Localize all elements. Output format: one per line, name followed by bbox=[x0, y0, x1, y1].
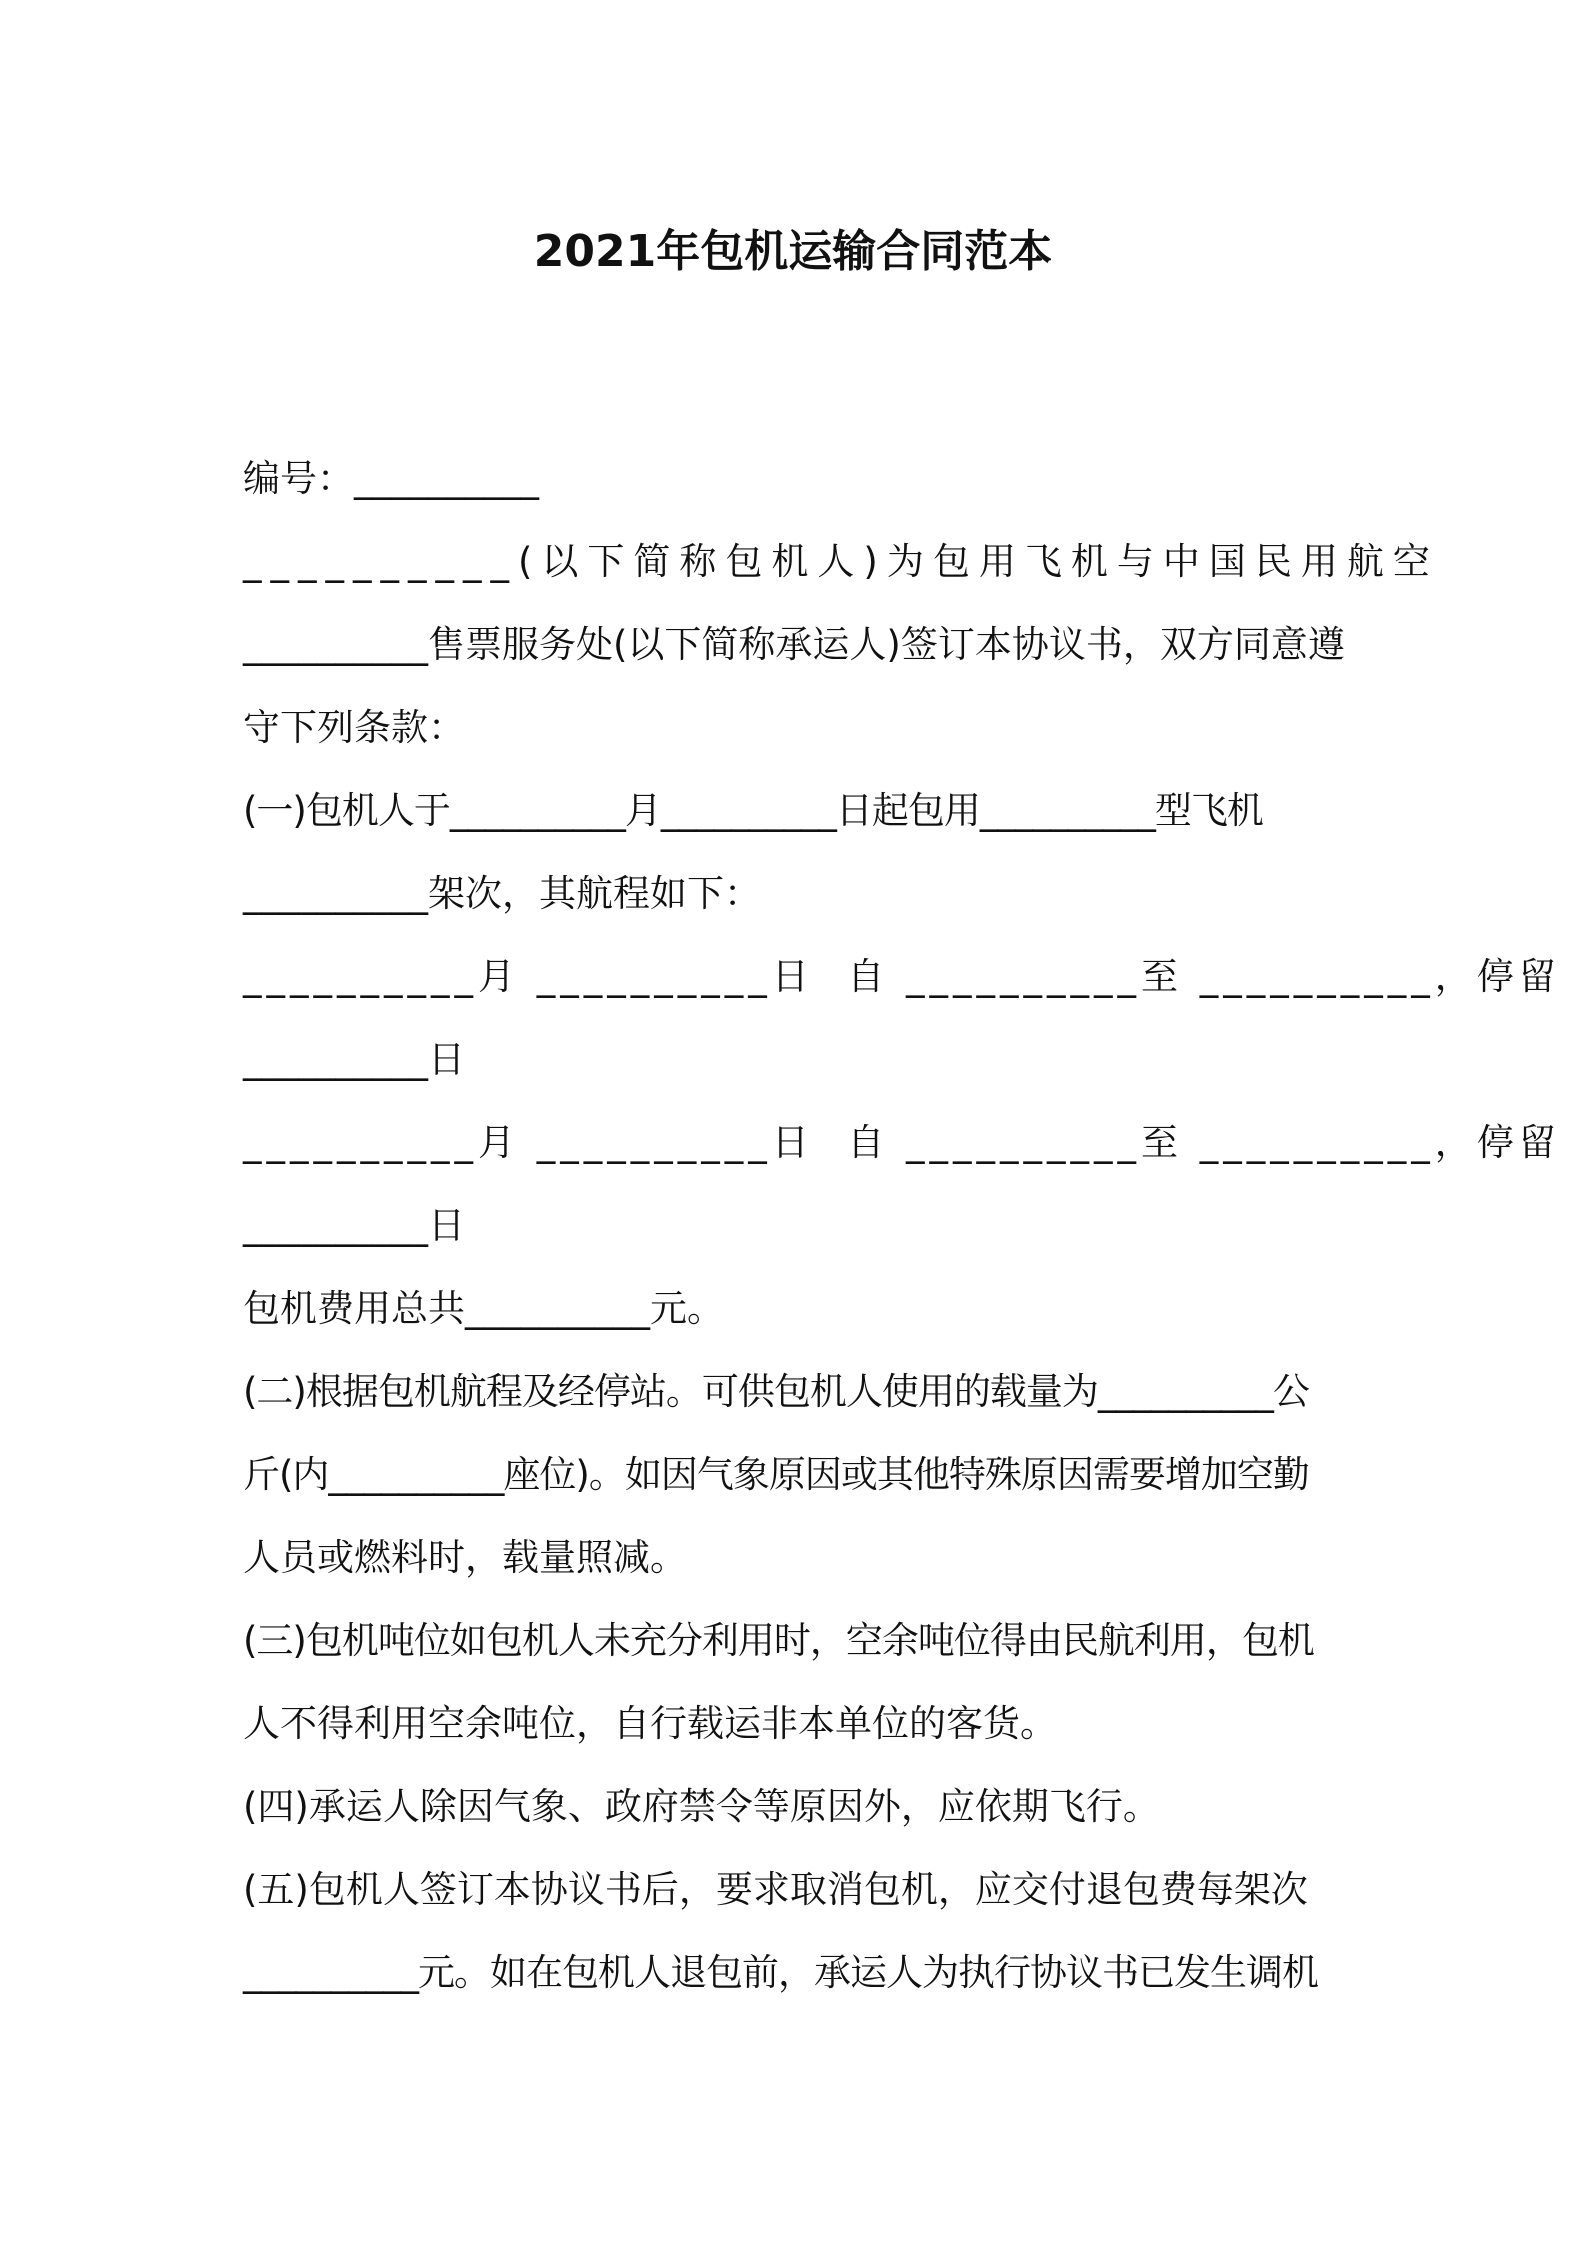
clause-3-line: 人不得利用空余吨位，自行载运非本单位的客货。 bbox=[243, 1702, 1057, 1745]
clause-2-line: (二)根据包机航程及经停站。可供包机人使用的载量为__________公 bbox=[243, 1370, 1309, 1413]
clause-5-line: (五)包机人签订本协议书后，要求取消包机，应交付退包费每架次 bbox=[243, 1868, 1308, 1911]
route-line: __________日 bbox=[243, 1038, 465, 1081]
paragraph-line: 守下列条款： bbox=[243, 706, 465, 749]
contract-number-line: 编号：__________ bbox=[243, 457, 539, 500]
paragraph-line: __________售票服务处(以下简称承运人)签订本协议书，双方同意遵 bbox=[243, 623, 1345, 666]
clause-1-line: __________架次，其航程如下： bbox=[243, 872, 761, 915]
charter-fee-line: 包机费用总共__________元。 bbox=[243, 1287, 724, 1330]
clause-5-line: __________元。如在包机人退包前，承运人为执行协议书已发生调机 bbox=[243, 1951, 1318, 1994]
clause-4-line: (四)承运人除因气象、政府禁令等原因外，应依期飞行。 bbox=[243, 1785, 1160, 1828]
route-line: __________月 __________日 自 __________至 __________，停留 bbox=[243, 955, 1561, 998]
clause-2-line: 斤(内__________座位)。如因气象原因或其他特殊原因需要增加空勤 bbox=[243, 1453, 1309, 1496]
clause-2-line: 人员或燃料时，载量照减。 bbox=[243, 1536, 687, 1579]
document-title: 2021年包机运输合同范本 bbox=[533, 226, 1053, 277]
clause-3-line: (三)包机吨位如包机人未充分利用时，空余吨位得由民航利用，包机 bbox=[243, 1619, 1314, 1662]
paragraph-line: __________(以下简称包机人)为包用飞机与中国民用航空 bbox=[243, 540, 1439, 583]
route-line: __________日 bbox=[243, 1204, 465, 1247]
clause-1-line: (一)包机人于__________月__________日起包用__________型飞机 bbox=[243, 789, 1263, 832]
route-line: __________月 __________日 自 __________至 __________，停留 bbox=[243, 1121, 1561, 1164]
